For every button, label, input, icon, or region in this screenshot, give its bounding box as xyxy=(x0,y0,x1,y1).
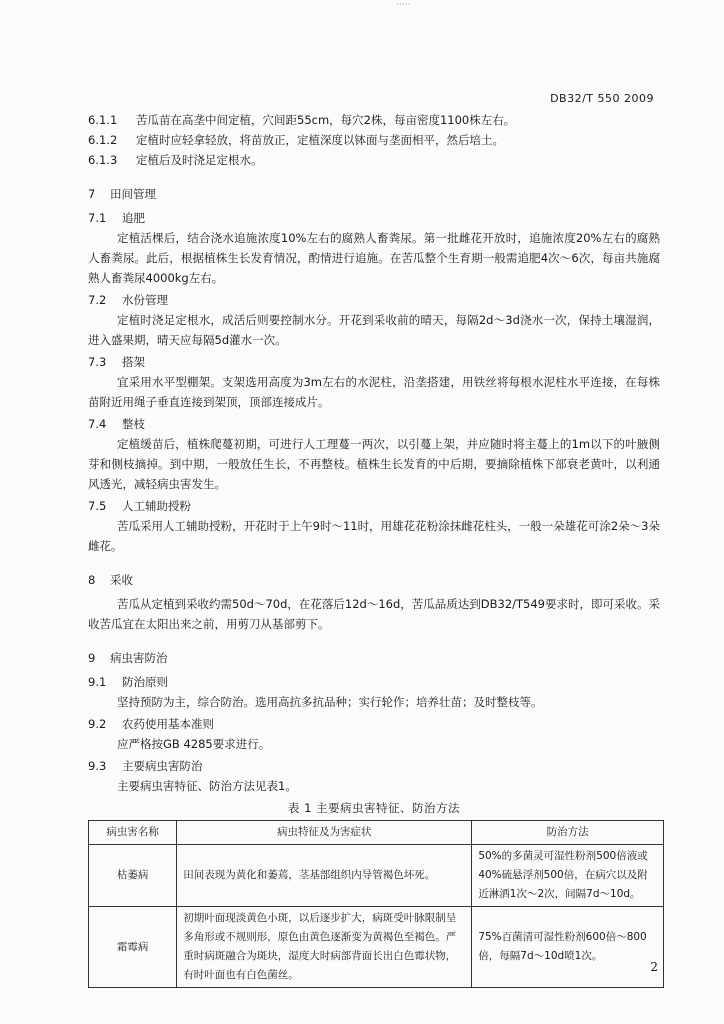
subsection-number: 9.1 xyxy=(88,675,107,689)
section-title: 田间管理 xyxy=(110,187,156,201)
standard-header: DB32/T 550 2009 xyxy=(550,92,654,105)
section-8-heading xyxy=(88,570,660,590)
scan-mark: ····· xyxy=(396,0,411,10)
clause-6-1-3 xyxy=(88,150,660,170)
subsection-9-2-text: 应严格按GB 4285要求进行。 xyxy=(117,737,271,751)
table-cell-symptom: 田间表现为黄化和萎蔫，茎基部组织内导管褐色坏死。 xyxy=(177,845,472,907)
table-cell-name: 霜霉病 xyxy=(89,907,177,988)
section-number: 8 xyxy=(88,573,96,587)
table-row xyxy=(89,845,664,907)
subsection-title: 防治原则 xyxy=(122,675,168,689)
subsection-9-1-heading xyxy=(88,672,660,692)
section-title: 采收 xyxy=(110,573,133,587)
clause-number: 6.1.1 xyxy=(88,113,118,127)
clause-text: 定植时应轻拿轻放，将苗放正，定植深度以钵面与垄面相平，然后培土。 xyxy=(136,133,504,147)
column-header: 防治方法 xyxy=(472,821,664,845)
subsection-number: 7.2 xyxy=(88,293,107,307)
subsection-7-5-text: 苦瓜采用人工辅助授粉，开花时于上午9时～11时，用雄花花粉涂抹雌花柱头，一般一朵雄花可涂2朵～3朵雌花。 xyxy=(88,519,660,553)
subsection-9-3-heading xyxy=(88,756,660,776)
clause-number: 6.1.3 xyxy=(88,153,118,167)
subsection-7-2-heading xyxy=(88,290,660,310)
clause-6-1-1 xyxy=(88,110,660,130)
table-header-row xyxy=(89,821,664,845)
subsection-number: 7.1 xyxy=(88,211,107,225)
page-content xyxy=(88,110,660,988)
subsection-title: 农药使用基本准则 xyxy=(122,717,214,731)
section-title: 病虫害防治 xyxy=(110,651,168,665)
subsection-7-1-text: 定植活棵后，结合浇水追施浓度10%左右的腐熟人畜粪尿。第一批雌花开放时，追施浓度20%左右的腐熟人畜粪尿。此后，根据植株生长发育情况，酌情进行追施。在苦瓜整个生育期一般需追肥4次～6次，每亩共施腐熟人畜粪尿4000kg左右。 xyxy=(88,231,660,285)
subsection-title: 追肥 xyxy=(122,211,145,225)
subsection-number: 9.3 xyxy=(88,759,107,773)
table-cell-symptom: 初期叶面现淡黄色小斑，以后逐步扩大，病斑受叶脉限制呈多角形或不规则形，原色由黄色逐渐变为黄褐色至褐色。严重时病斑融合为斑块，湿度大时病部背面长出白色霉状物，有时叶面也有白色菌丝。 xyxy=(177,907,472,988)
clause-text: 苦瓜苗在高垄中间定植，穴间距55cm，每穴2株，每亩密度1100株左右。 xyxy=(136,113,516,127)
table-caption: 表 1 主要病虫害特征、防治方法 xyxy=(287,801,461,815)
table-cell-name: 枯萎病 xyxy=(89,845,177,907)
table-row xyxy=(89,907,664,988)
section-number: 7 xyxy=(88,187,96,201)
subsection-7-3-heading xyxy=(88,352,660,372)
subsection-7-4-heading xyxy=(88,414,660,434)
section-8-text: 苦瓜从定植到采收约需50d～70d，在花落后12d～16d，苦瓜品质达到DB32/T549要求时，即可采收。采收苦瓜宜在太阳出来之前，用剪刀从基部剪下。 xyxy=(88,597,660,631)
section-number: 9 xyxy=(88,651,96,665)
subsection-9-2-heading xyxy=(88,714,660,734)
subsection-title: 搭架 xyxy=(122,355,145,369)
clause-text: 定植后及时浇足定根水。 xyxy=(136,153,263,167)
clause-6-1-2 xyxy=(88,130,660,150)
subsection-7-2-text: 定植时浇足定根水，成活后则要控制水分。开花到采收前的晴天，每隔2d～3d浇水一次，保持土壤湿润，进入盛果期，晴天应每隔5d灌水一次。 xyxy=(88,313,660,347)
subsection-9-3-text: 主要病虫害特征、防治方法见表1。 xyxy=(117,779,297,793)
subsection-7-5-heading xyxy=(88,496,660,516)
column-header: 病虫特征及为害症状 xyxy=(177,821,472,845)
subsection-number: 7.4 xyxy=(88,417,107,431)
subsection-title: 整枝 xyxy=(122,417,145,431)
table-cell-method: 50%的多菌灵可湿性粉剂500倍液或40%硫悬浮剂500倍，在病穴以及附近淋洒1次～2次，间隔7d～10d。 xyxy=(472,845,664,907)
subsection-7-3-text: 宜采用水平型棚架。支架选用高度为3m左右的水泥柱，沿垄搭建，用铁丝将每根水泥柱水平连接，在每株苗附近用绳子垂直连接到架顶，顶部连接成片。 xyxy=(88,375,660,409)
subsection-number: 9.2 xyxy=(88,717,107,731)
column-header: 病虫害名称 xyxy=(89,821,177,845)
table-cell-method: 75%百菌清可湿性粉剂600倍～800倍，每隔7d～10d喷1次。 xyxy=(472,907,664,988)
pest-disease-table xyxy=(88,820,664,988)
subsection-7-4-text: 定植缓苗后，植株爬蔓初期，可进行人工理蔓一两次，以引蔓上架，并应随时将主蔓上的1m以下的叶腋侧芽和侧枝摘掉。到中期，一般放任生长，不再整枝。植株生长发育的中后期，要摘除植株下部衰老黄叶，以利通风透光，减轻病虫害发生。 xyxy=(88,437,660,491)
subsection-number: 7.3 xyxy=(88,355,107,369)
subsection-9-1-text: 坚持预防为主，综合防治。选用高抗多抗品种；实行轮作；培养壮苗；及时整枝等。 xyxy=(117,695,543,709)
subsection-7-1-heading xyxy=(88,208,660,228)
subsection-title: 水份管理 xyxy=(122,293,168,307)
subsection-title: 主要病虫害防治 xyxy=(122,759,203,773)
section-9-heading xyxy=(88,648,660,668)
subsection-number: 7.5 xyxy=(88,499,107,513)
section-7-heading xyxy=(88,184,660,204)
page-number: 2 xyxy=(650,960,658,974)
clause-number: 6.1.2 xyxy=(88,133,118,147)
subsection-title: 人工辅助授粉 xyxy=(122,499,191,513)
